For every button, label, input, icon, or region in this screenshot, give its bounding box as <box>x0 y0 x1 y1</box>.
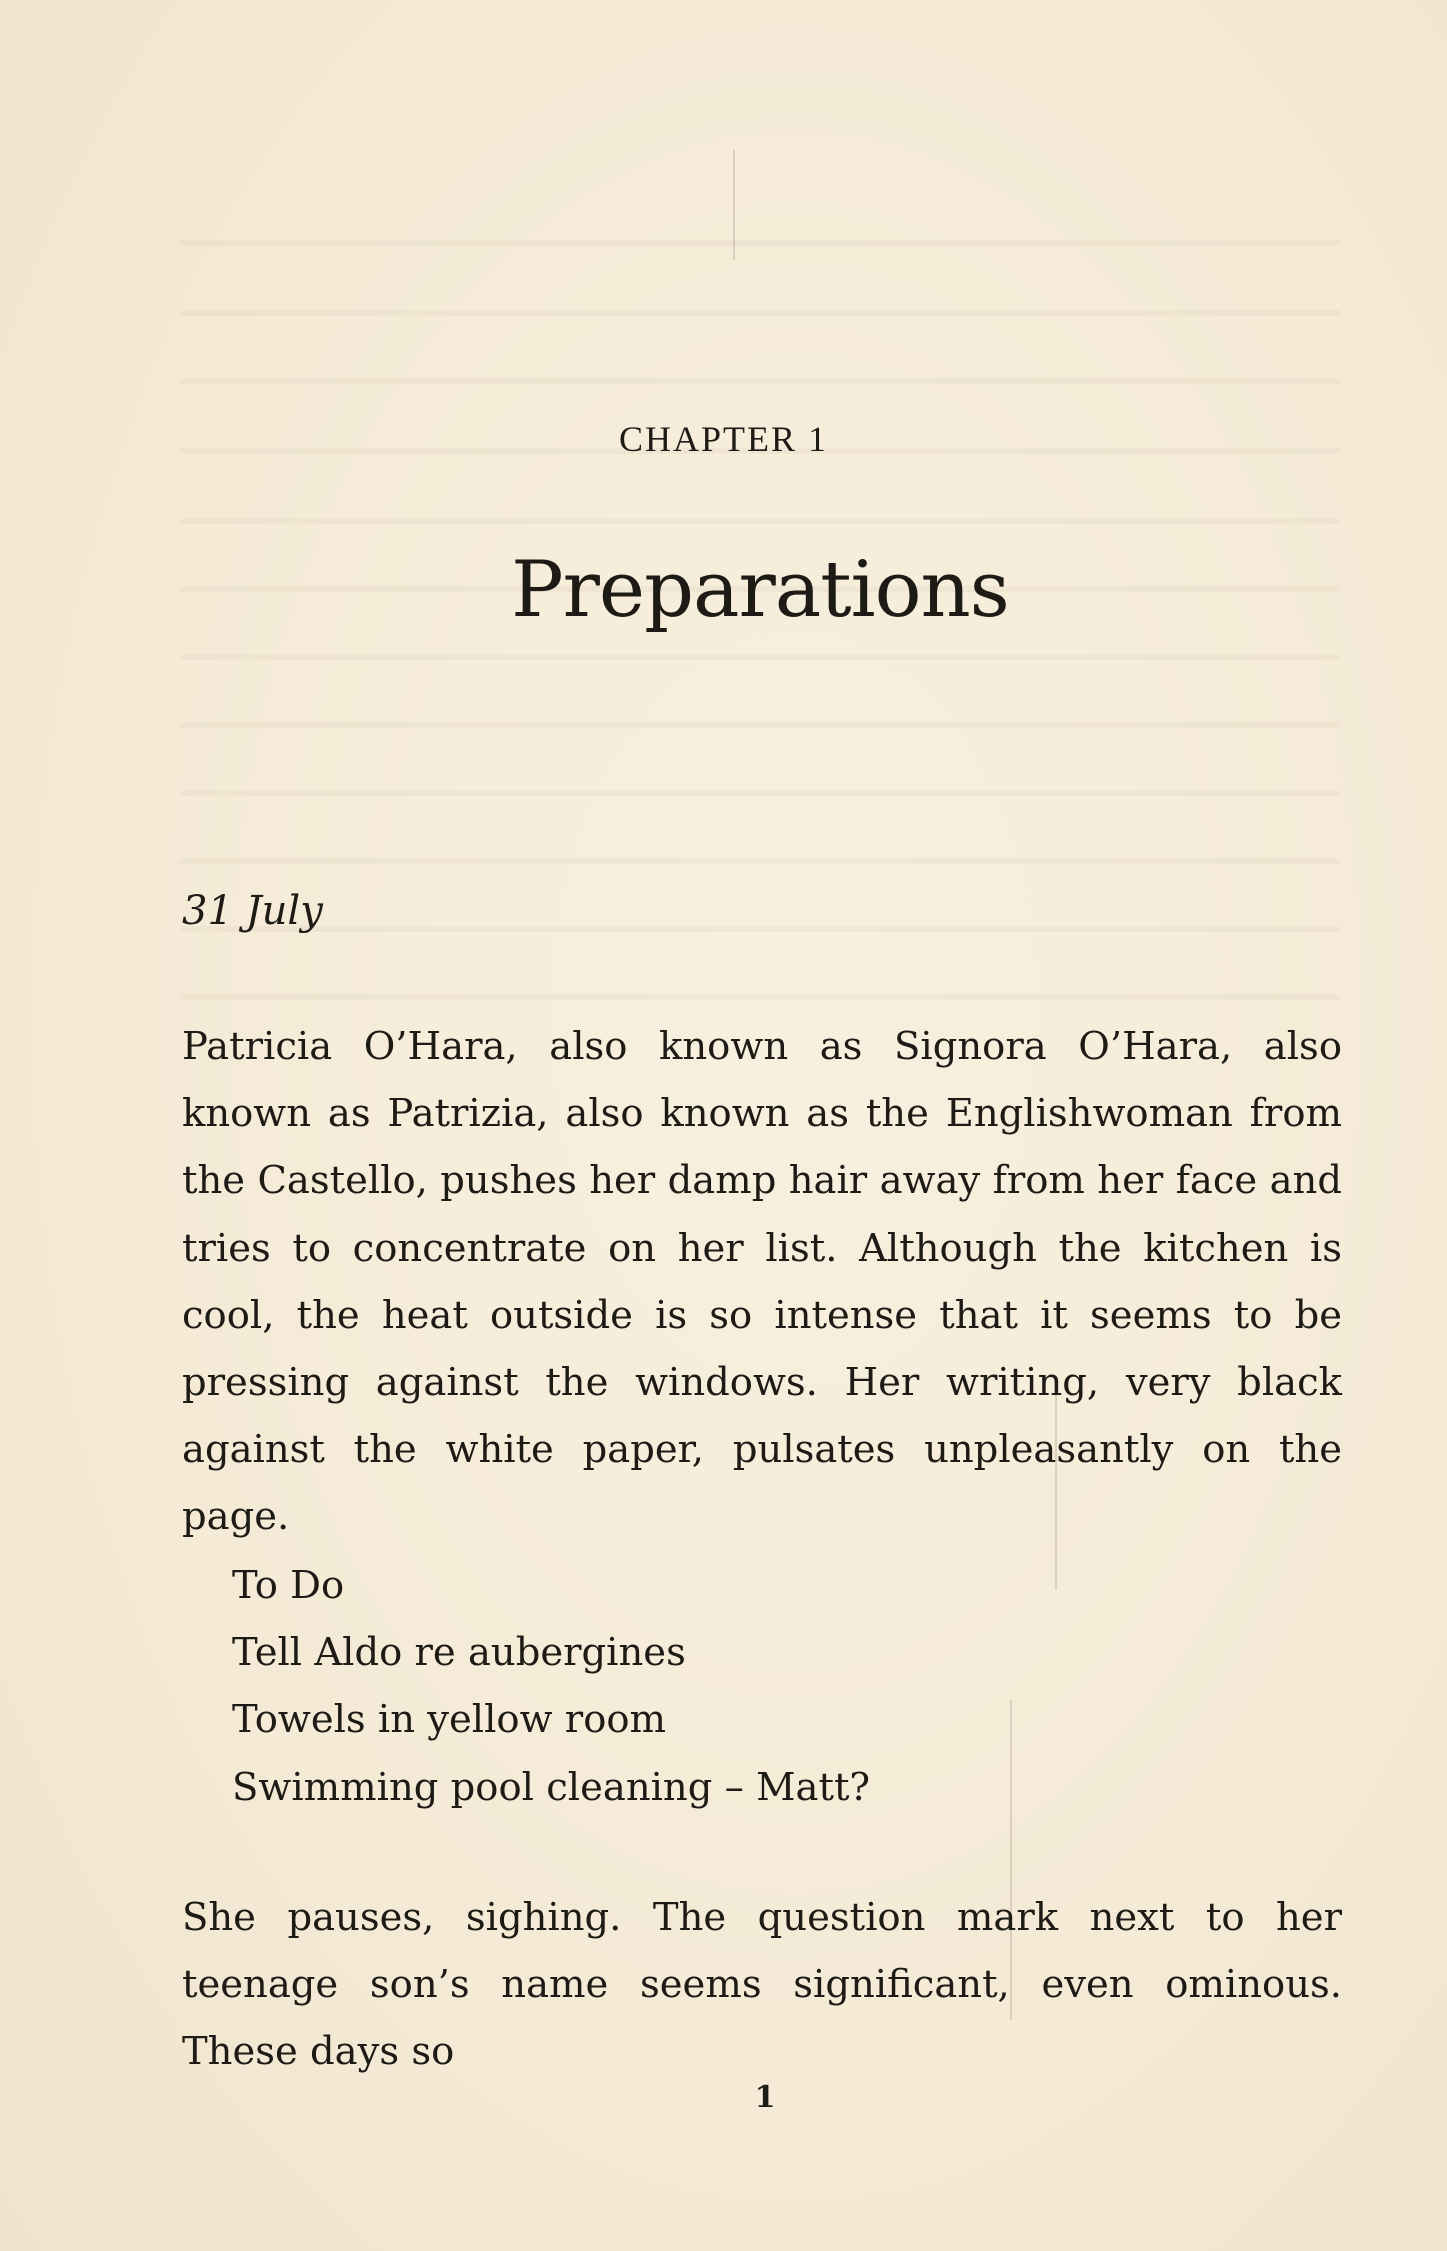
entry-date: 31 July <box>182 888 323 934</box>
body-paragraph: She pauses, sighing. The question mark next to her teenage son’s name seems significant, even ominous. These days so <box>182 1895 1342 2075</box>
todo-item: Swimming pool cleaning – Matt? <box>232 1764 871 1810</box>
paper-crease <box>733 150 735 260</box>
chapter-label: CHAPTER 1 <box>618 419 829 459</box>
body-paragraph: Patricia O’Hara, also known as Signora O’Hara, also known as Patrizia, also known as the Englishwoman from the Castello, pushes her damp hair away from her face and tries to concentrate on her list. Although the kitchen is cool, the heat outside is so intense that it seems to be pressing against the windows. Her writing, very black against the white paper, pulsates unpleasantly on the page. <box>182 1024 1342 1540</box>
todo-heading: To Do <box>232 1563 345 1608</box>
todo-list <box>232 1552 870 1821</box>
todo-item: Tell Aldo re aubergines <box>232 1630 686 1676</box>
page-number: 1 <box>754 2080 776 2115</box>
todo-item: Towels in yellow room <box>232 1697 667 1743</box>
chapter-title: Preparations <box>511 545 1009 635</box>
